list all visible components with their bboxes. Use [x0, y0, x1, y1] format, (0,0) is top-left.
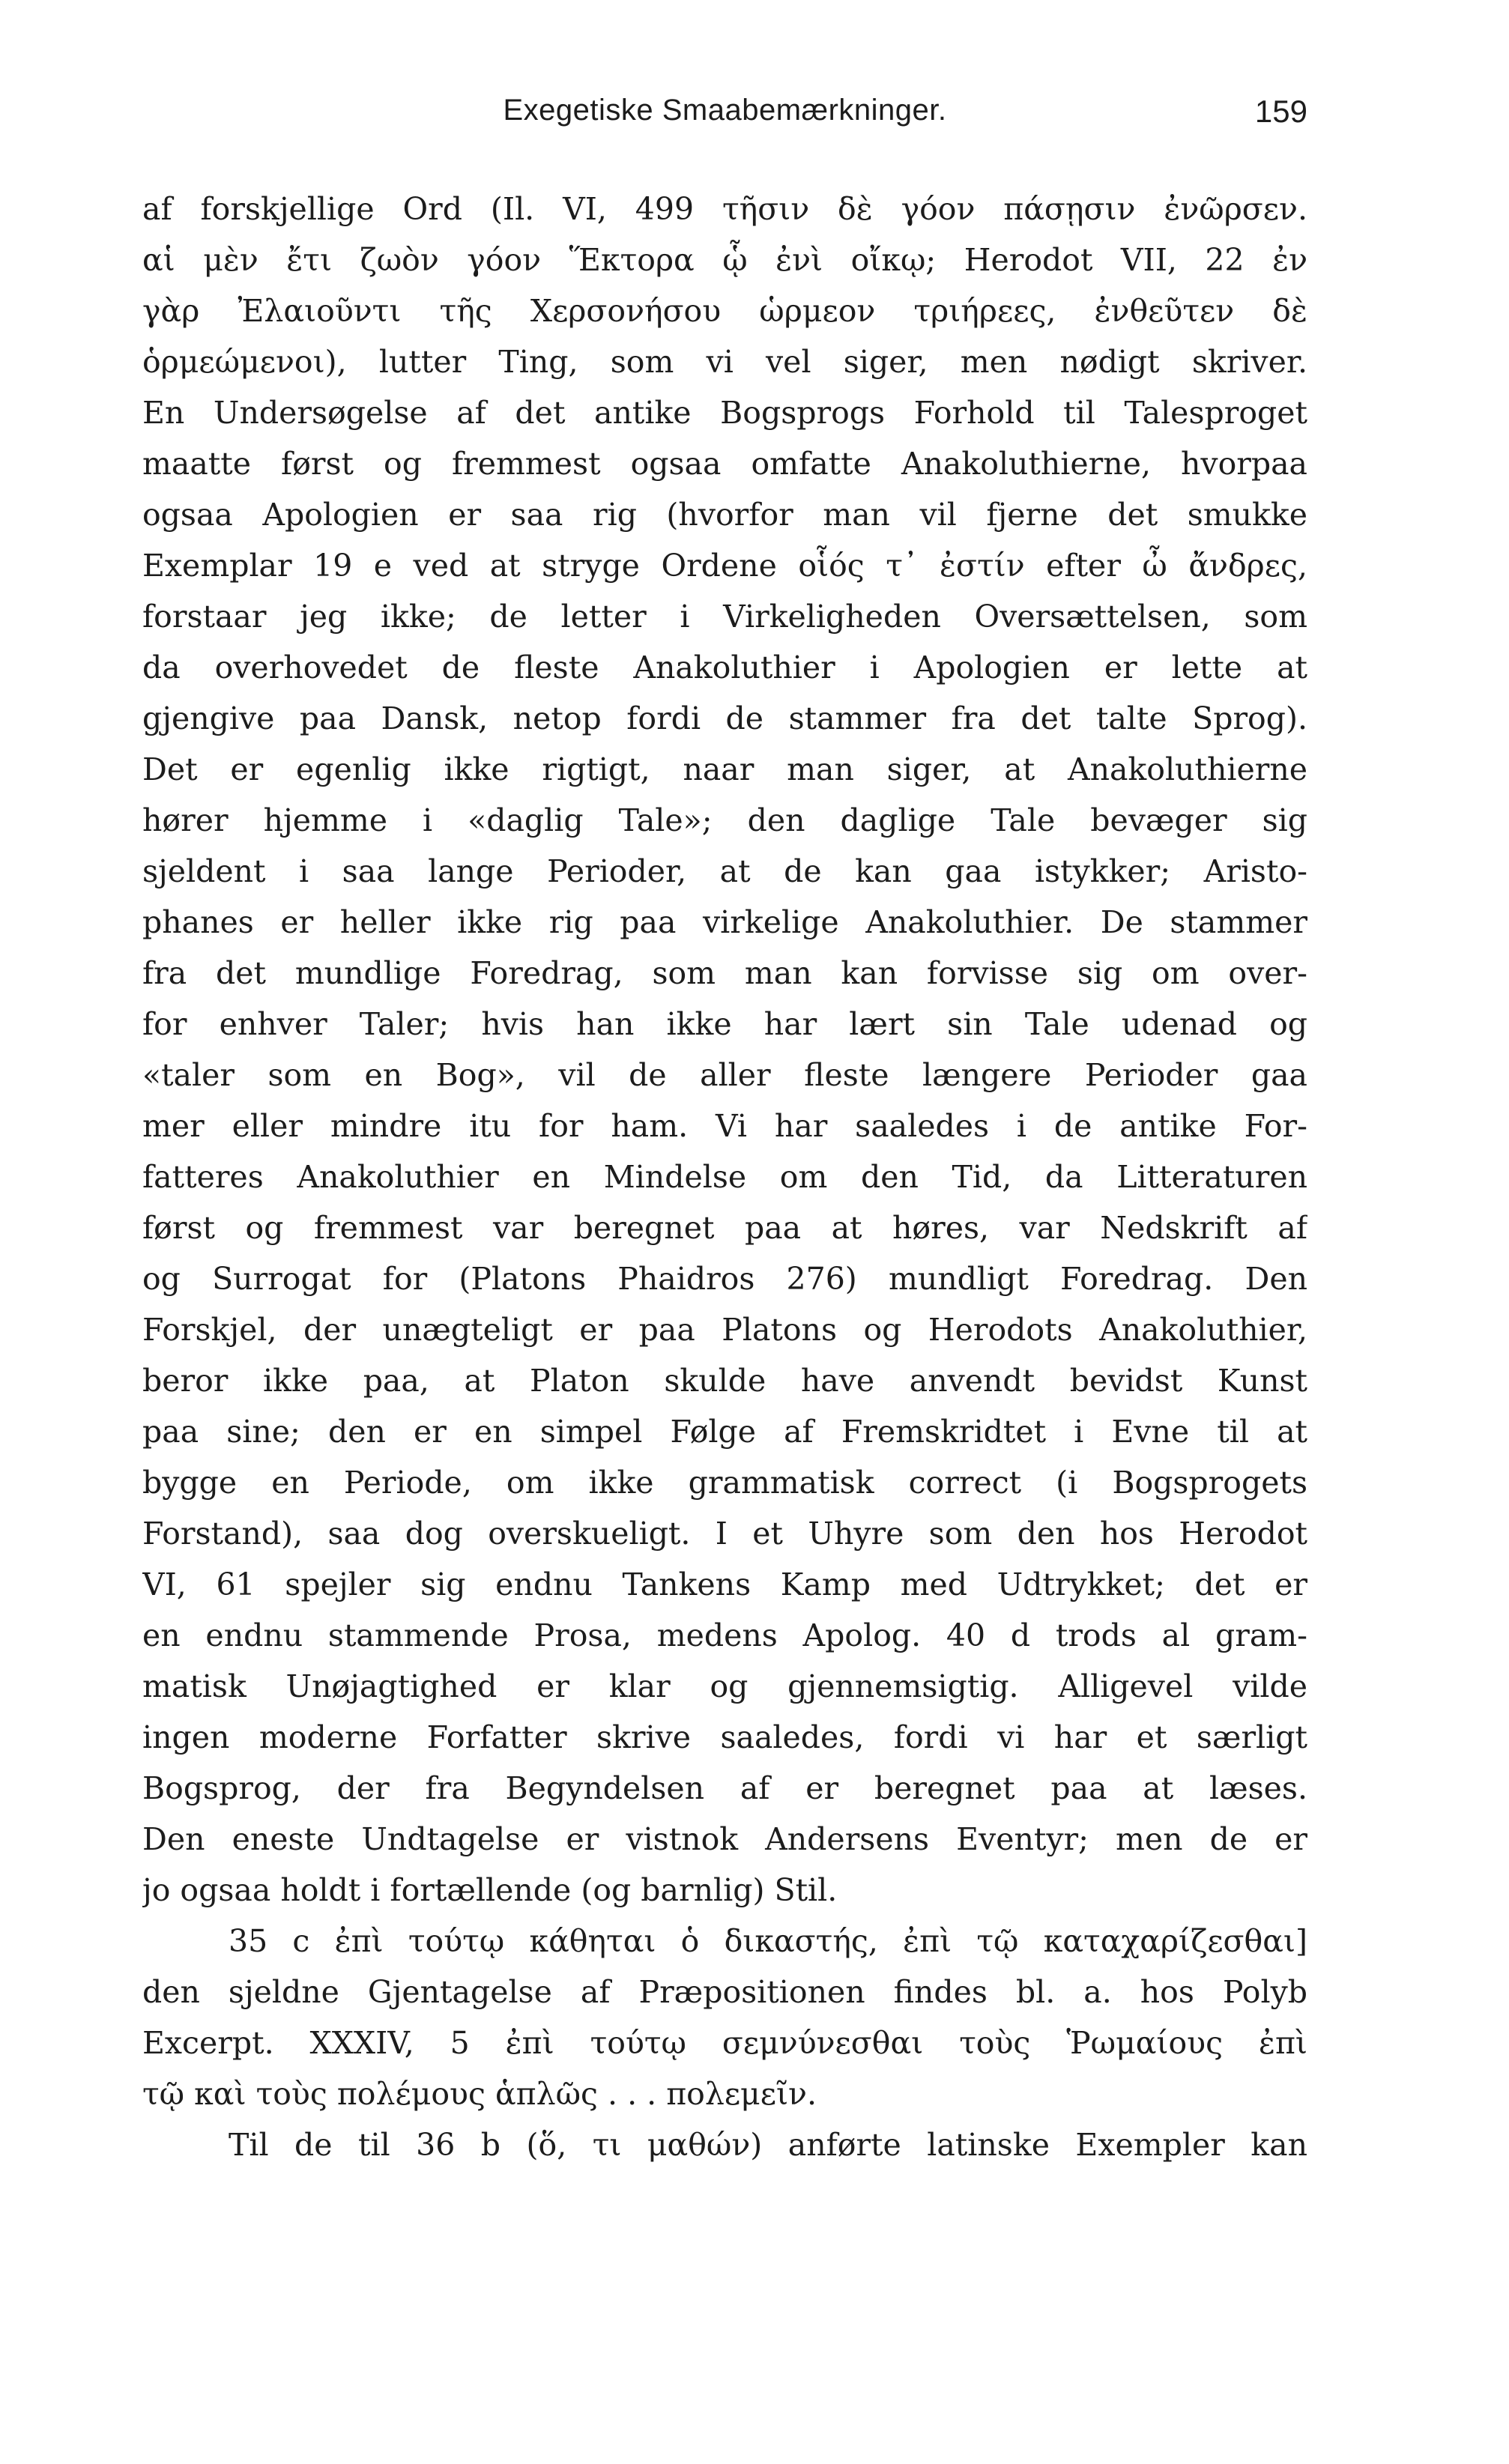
- text-line: gjengive paa Dansk, netop fordi de stammer fra det talte Sprog).: [142, 700, 1307, 736]
- text-line: αἱ μὲν ἔτι ζωὸν γόον Ἕκτορα ᾧ ἐνὶ οἴκῳ; Herodot VII, 22 ἐν: [142, 242, 1307, 278]
- text-line: τῷ καὶ τοὺς πολέμους ἁπλῶς . . . πολεμεῖν.: [142, 2076, 817, 2112]
- text-line: en endnu stammende Prosa, medens Apolog. 40 d trods al gram-: [142, 1617, 1307, 1653]
- text-line: Det er egenlig ikke rigtigt, naar man siger, at Anakoluthierne: [142, 751, 1307, 787]
- text-line: Forskjel, der unægteligt er paa Platons og Herodots Anakoluthier,: [142, 1312, 1307, 1348]
- text-line: «taler som en Bog», vil de aller fleste længere Perioder gaa: [142, 1057, 1307, 1093]
- text-line: beror ikke paa, at Platon skulde have anvendt bevidst Kunst: [142, 1363, 1307, 1399]
- text-line: En Undersøgelse af det antike Bogsprogs Forhold til Talesproget: [142, 395, 1307, 431]
- text-line: bygge en Periode, om ikke grammatisk correct (i Bogsprogets: [142, 1465, 1307, 1501]
- text-line: af forskjellige Ord (Il. VI, 499 τῆσιν δὲ γόον πάσῃσιν ἐνῶρσεν.: [142, 191, 1307, 227]
- running-title: Exegetiske Smaabemærkninger.: [503, 94, 947, 127]
- text-line: for enhver Taler; hvis han ikke har lært sin Tale udenad og: [142, 1006, 1307, 1042]
- text-line: fatteres Anakoluthier en Mindelse om den Tid, da Litteraturen: [142, 1159, 1307, 1195]
- text-line: Excerpt. XXXIV, 5 ἐπὶ τούτῳ σεμνύνεσθαι τοὺς Ῥωμαίους ἐπὶ: [142, 2025, 1307, 2061]
- page-number: 159: [1254, 94, 1307, 129]
- text-line: γὰρ Ἐλαιοῦντι τῆς Χερσονήσου ὡρμεον τριήρεες, ἐνθεῦτεν δὲ: [142, 293, 1307, 329]
- text-line: paa sine; den er en simpel Følge af Fremskridtet i Evne til at: [142, 1414, 1307, 1450]
- text-line: Til de til 36 b (ὅ, τι μαθών) anførte latinske Exempler kan: [229, 2127, 1307, 2163]
- text-line: matisk Unøjagtighed er klar og gjennemsigtig. Alligevel vilde: [142, 1668, 1307, 1704]
- text-line: 35 c ἐπὶ τούτῳ κάθηται ὁ δικαστής, ἐπὶ τῷ καταχαρίζεσθαι]: [229, 1923, 1307, 1959]
- text-line: forstaar jeg ikke; de letter i Virkeligheden Oversættelsen, som: [142, 599, 1307, 635]
- text-line: Bogsprog, der fra Begyndelsen af er beregnet paa at læses.: [142, 1770, 1307, 1806]
- text-line: Exemplar 19 e ved at stryge Ordene οἷός τ᾽ ἐστίν efter ὦ ἄνδρες,: [142, 548, 1307, 584]
- text-line: jo ogsaa holdt i fortællende (og barnlig) Stil.: [142, 1872, 838, 1908]
- page-header: [142, 94, 1307, 154]
- text-line: ogsaa Apologien er saa rig (hvorfor man vil fjerne det smukke: [142, 497, 1307, 533]
- body-text: [142, 184, 1307, 2170]
- text-line: phanes er heller ikke rig paa virkelige Anakoluthier. De stammer: [142, 904, 1307, 940]
- text-line: først og fremmest var beregnet paa at høres, var Nedskrift af: [142, 1210, 1307, 1246]
- text-line: fra det mundlige Foredrag, som man kan forvisse sig om over-: [142, 955, 1307, 991]
- text-line: VI, 61 spejler sig endnu Tankens Kamp med Udtrykket; det er: [142, 1567, 1307, 1602]
- book-page: [142, 94, 1307, 2170]
- text-line: Forstand), saa dog overskueligt. I et Uhyre som den hos Herodot: [142, 1516, 1307, 1552]
- text-line: mer eller mindre itu for ham. Vi har saaledes i de antike For-: [142, 1108, 1307, 1144]
- text-line: ingen moderne Forfatter skrive saaledes, fordi vi har et særligt: [142, 1719, 1307, 1755]
- text-line: hører hjemme i «daglig Tale»; den daglige Tale bevæger sig: [142, 802, 1307, 838]
- text-line: ὁρμεώμενοι), lutter Ting, som vi vel siger, men nødigt skriver.: [142, 344, 1307, 380]
- text-line: den sjeldne Gjentagelse af Præpositionen findes bl. a. hos Polyb: [142, 1974, 1307, 2010]
- text-line: maatte først og fremmest ogsaa omfatte Anakoluthierne, hvorpaa: [142, 446, 1307, 482]
- text-line: da overhovedet de fleste Anakoluthier i Apologien er lette at: [142, 650, 1307, 685]
- text-line: Den eneste Undtagelse er vistnok Andersens Eventyr; men de er: [142, 1821, 1307, 1857]
- text-line: og Surrogat for (Platons Phaidros 276) mundligt Foredrag. Den: [142, 1261, 1307, 1297]
- text-line: sjeldent i saa lange Perioder, at de kan gaa istykker; Aristo-: [142, 853, 1307, 889]
